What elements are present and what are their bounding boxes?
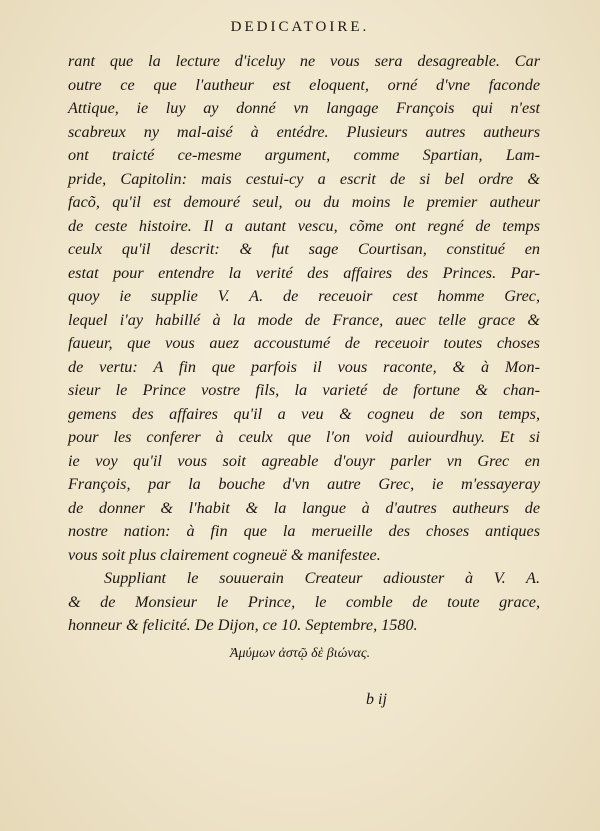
text-line: pour les conferer à ceulx que l'on void auiourdhuy. Et si [68, 428, 540, 446]
text-line: pride, Capitolin: mais cestui-cy a escrit de si bel ordre & [68, 169, 540, 188]
text-line: scabreux ny mal-aisé à entédre. Plusieurs autres autheurs [68, 122, 540, 141]
text-line: nostre nation: à fin que la merueille des choses antiques [68, 522, 540, 540]
text-line: rant que la lecture d'iceluy ne vous sera desagreable. Car [68, 52, 540, 70]
text-line: quoy ie supplie V. A. de receuoir cest homme Grec, [68, 287, 540, 305]
greek-motto: Ἀμύμων ἀστῷ δὲ βιώνας. [229, 646, 371, 661]
text-line: vous soit plus clairement cogneuë & manifestee. [68, 545, 381, 564]
signature-mark: b ij [366, 691, 387, 708]
text-line: de donner & l'habit & la langue à d'autres autheurs de [68, 498, 540, 517]
text-line: de ceste histoire. Il a autant vescu, cõme ont regné de temps [68, 216, 540, 235]
text-line: faueur, que vous auez accoustumé de receuoir toutes choses [68, 334, 540, 352]
text-line: gemens des affaires qu'il a veu & cogneu de son temps, [68, 404, 540, 423]
text-line: & de Monsieur le Prince, le comble de toute grace, [68, 592, 540, 611]
text-line: facõ, qu'il est demouré seul, ou du moins le premier autheur [68, 193, 540, 211]
text-line: de vertu: A fin que parfois il vous raconte, & à Mon- [68, 357, 540, 376]
dedication-text [68, 50, 540, 638]
text-line: lequel i'ay habillé à la mode de France, auec telle grace & [68, 310, 540, 329]
text-line: ie voy qu'il vous soit agreable d'ouyr parler vn Grec en [68, 451, 540, 470]
text-line: honneur & felicité. De Dijon, ce 10. Septembre, 1580. [68, 616, 418, 634]
text-line: ceulx qu'il descrit: & fut sage Courtisan, constitué en [68, 240, 540, 258]
text-line: sieur le Prince vostre fils, la varieté de fortune & chan- [68, 381, 540, 399]
running-header: DEDICATOIRE. [230, 19, 370, 35]
text-line: Attique, ie luy ay donné vn langage François qui n'est [68, 99, 540, 117]
text-line: ont traicté ce-mesme argument, comme Spartian, Lam- [68, 146, 540, 164]
text-line: estat pour entendre la verité des affaires des Princes. Par- [68, 263, 540, 282]
text-line: Suppliant le souuerain Createur adiouster à V. A. [104, 569, 540, 587]
text-line: outre ce que l'autheur est eloquent, orné d'vne faconde [68, 75, 540, 94]
text-line: François, par la bouche d'vn autre Grec, ie m'essayeray [68, 475, 540, 493]
